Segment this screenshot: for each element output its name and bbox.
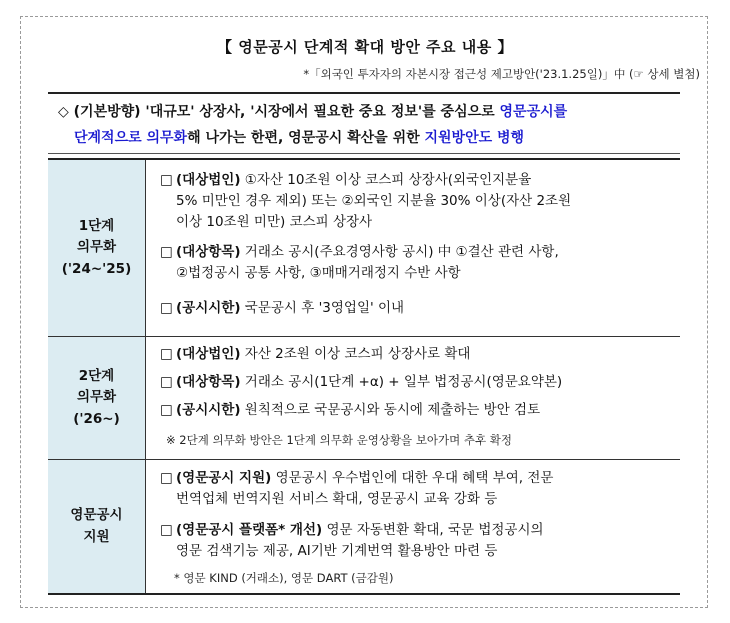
- row-label-support: [48, 460, 146, 593]
- label-line: 의무화: [76, 239, 117, 256]
- item-text: 자산 2조원 이상 코스피 상장사로 확대: [240, 346, 471, 362]
- document-title: 【 영문공시 단계적 확대 방안 주요 내용 】: [217, 38, 513, 56]
- list-item: [160, 400, 540, 421]
- item-text: 국문공시 후 '3영업일' 이내: [240, 300, 405, 316]
- checkbox-glyph: □: [160, 346, 173, 362]
- checkbox-glyph: □: [160, 522, 173, 538]
- item-text: 원칙적으로 국문공시와 동시에 제출하는 방안 검토: [240, 402, 541, 418]
- summary-line-2: [74, 127, 524, 147]
- summary-highlight: 지원방안도 병행: [424, 130, 525, 146]
- item-text: 영문공시 우수법인에 대한 우대 혜택 부여, 전문: [271, 470, 554, 486]
- label-line: 2단계: [78, 367, 115, 384]
- source-note: *「외국인 투자자의 자본시장 접근성 제고방안('23.1.25일)」中 (☞ 상세 별첨): [303, 67, 700, 81]
- item-head: (대상항목): [176, 244, 241, 260]
- label-line: 영문공시: [70, 506, 123, 523]
- label-line: 지원: [83, 528, 110, 545]
- checkbox-glyph: □: [160, 402, 173, 418]
- label-line: 1단계: [78, 217, 115, 234]
- checkbox-glyph: □: [160, 300, 173, 316]
- content-table: [48, 158, 680, 595]
- list-item: [160, 372, 562, 393]
- list-item: [160, 242, 559, 284]
- stage-2-note: ※ 2단계 의무화 방안은 1단계 의무화 운영상황을 보아가며 추후 확정: [166, 433, 512, 447]
- list-item: [160, 170, 571, 233]
- item-text: ①자산 10조원 이상 코스피 상장사(외국인지분율: [240, 172, 532, 188]
- checkbox-glyph: □: [160, 244, 173, 260]
- item-text: 번역업체 번역지원 서비스 확대, 영문공시 교육 강화 등: [176, 491, 498, 507]
- item-head: (대상법인): [176, 346, 241, 362]
- list-item: [160, 468, 553, 510]
- summary-highlight: 단계적으로 의무화: [74, 130, 188, 146]
- checkbox-glyph: □: [160, 470, 173, 486]
- label-line: 의무화: [76, 389, 117, 406]
- summary-line-1: [58, 101, 567, 121]
- item-head: (대상법인): [176, 172, 241, 188]
- list-item: [160, 344, 470, 365]
- checkbox-glyph: □: [160, 374, 173, 390]
- summary-text: ◇ (기본방향) '대규모' 상장사, '시장에서 필요한 중요 정보'를 중심으로: [58, 104, 500, 120]
- summary-box: [48, 92, 680, 154]
- item-head: (영문공시 지원): [176, 470, 272, 486]
- item-head: (공시시한): [176, 402, 241, 418]
- summary-text: 해 나가는 한편, 영문공시 확산을 위한: [187, 130, 425, 146]
- label-line: ('24~'25): [61, 260, 132, 277]
- item-text: 거래소 공시(주요경영사항 공시) 中 ①결산 관련 사항,: [240, 244, 559, 260]
- item-text: 이상 10조원 미만) 코스피 상장사: [176, 214, 373, 230]
- item-head: (영문공시 플랫폼* 개선): [176, 522, 323, 538]
- item-text: 거래소 공시(1단계 +α) + 일부 법정공시(영문요약본): [240, 374, 563, 390]
- item-text: 영문 자동변환 확대, 국문 법정공시의: [322, 522, 544, 538]
- row-label-stage-1: [48, 160, 146, 336]
- item-text: 영문 검색기능 제공, AI기반 기계번역 활용방안 마련 등: [176, 543, 498, 559]
- row-label-stage-2: [48, 337, 146, 459]
- label-line: ('26~): [73, 410, 120, 427]
- list-item: [160, 298, 404, 319]
- item-text: ②법정공시 공통 사항, ③매매거래정지 수반 사항: [176, 265, 461, 281]
- item-head: (대상항목): [176, 374, 241, 390]
- item-head: (공시시한): [176, 300, 241, 316]
- summary-highlight: 영문공시를: [499, 104, 568, 120]
- item-text: 5% 미만인 경우 제외) 또는 ②외국인 지분율 30% 이상(자산 2조원: [176, 193, 572, 209]
- checkbox-glyph: □: [160, 172, 173, 188]
- list-item: [160, 520, 544, 562]
- platform-note: * 영문 KIND (거래소), 영문 DART (금감원): [174, 571, 394, 585]
